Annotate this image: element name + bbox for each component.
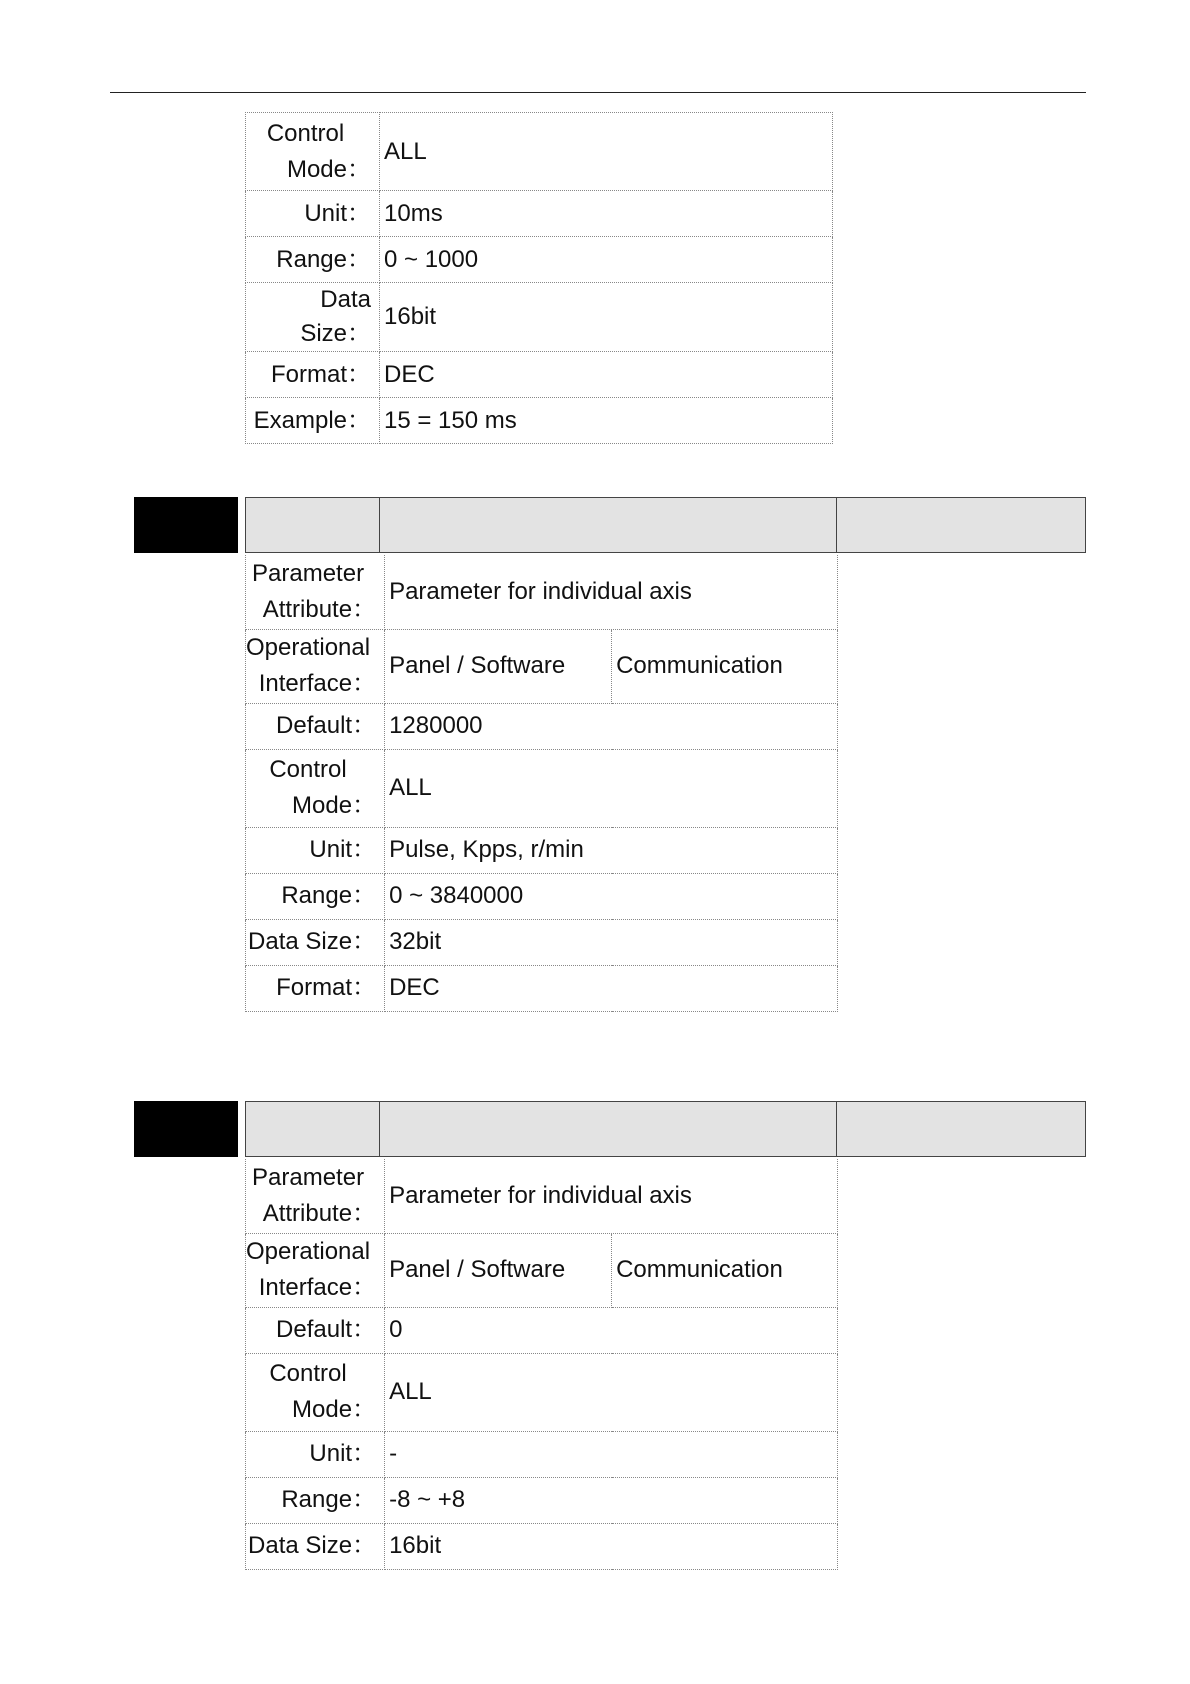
label-line: Mode： — [292, 1396, 377, 1423]
page-header-rule — [110, 92, 1086, 93]
param-table-continued — [245, 112, 833, 444]
param-header-cell — [245, 497, 380, 553]
example-label: Example： — [246, 398, 380, 444]
data-size-value: 16bit — [380, 283, 833, 352]
table-row — [246, 965, 838, 1011]
table-row — [246, 919, 838, 965]
data-size-value: 32bit — [385, 919, 838, 965]
table-row — [246, 191, 833, 237]
table-row — [246, 237, 833, 283]
param-header-cell — [837, 1101, 1086, 1157]
interface-panel-software: Panel / Software — [385, 629, 612, 703]
table-row — [246, 113, 833, 191]
control-mode-value: ALL — [380, 113, 833, 191]
control-mode-value: ALL — [385, 749, 838, 827]
table-row — [246, 1353, 838, 1431]
default-label: Default： — [246, 703, 385, 749]
table-row — [246, 398, 833, 444]
example-value: 15 = 150 ms — [380, 398, 833, 444]
parameter-attribute-label — [246, 555, 385, 629]
range-value: 0 ~ 3840000 — [385, 873, 838, 919]
param-table — [245, 1159, 838, 1570]
data-size-label: Data Size： — [246, 283, 380, 352]
param-header-cell — [380, 1101, 837, 1157]
label-line: Attribute： — [262, 595, 377, 623]
param-header — [134, 1101, 1086, 1157]
unit-label: Unit： — [246, 191, 380, 237]
param-header-cell — [245, 1101, 380, 1157]
table-row — [246, 1159, 838, 1233]
table-row — [246, 749, 838, 827]
range-label: Range： — [246, 1477, 385, 1523]
table-row — [246, 703, 838, 749]
label-line: Control — [269, 756, 347, 783]
table-row — [246, 1523, 838, 1569]
unit-value: Pulse, Kpps, r/min — [385, 827, 838, 873]
range-value: 0 ~ 1000 — [380, 237, 833, 283]
range-label: Range： — [246, 873, 385, 919]
table-row — [246, 352, 833, 398]
data-size-label: Data Size： — [246, 919, 385, 965]
table-row — [246, 827, 838, 873]
table-row — [246, 1431, 838, 1477]
data-size-value: 16bit — [385, 1523, 838, 1569]
label-line: Interface： — [258, 1274, 377, 1301]
format-value: DEC — [380, 352, 833, 398]
unit-value: 10ms — [380, 191, 833, 237]
table-row — [246, 629, 838, 703]
unit-label: Unit： — [246, 827, 385, 873]
label-line: Attribute： — [262, 1199, 377, 1227]
interface-panel-software: Panel / Software — [385, 1233, 612, 1307]
parameter-attribute-value: Parameter for individual axis — [385, 555, 838, 629]
interface-communication: Communication — [612, 1233, 838, 1307]
param-code-box — [134, 1101, 238, 1157]
label-line: Operational — [246, 634, 371, 661]
unit-value: - — [385, 1431, 838, 1477]
label-line: Control — [269, 1360, 347, 1387]
parameter-attribute-label — [246, 1159, 385, 1233]
table-row — [246, 1233, 838, 1307]
label-line: Interface： — [258, 670, 377, 697]
label-line: Operational — [246, 1238, 371, 1265]
param-header-cell — [837, 497, 1086, 553]
param-code-box — [134, 497, 238, 553]
label-line: Parameter — [252, 1163, 365, 1191]
range-label: Range： — [246, 237, 380, 283]
table-row — [246, 873, 838, 919]
default-value: 0 — [385, 1307, 838, 1353]
control-mode-label — [246, 749, 385, 827]
control-mode-value: ALL — [385, 1353, 838, 1431]
param-table — [245, 555, 838, 1012]
table-row — [246, 283, 833, 352]
interface-communication: Communication — [612, 629, 838, 703]
param-header — [134, 497, 1086, 553]
table-row — [246, 555, 838, 629]
label-line: Mode： — [292, 792, 377, 819]
data-size-label: Data Size： — [246, 1523, 385, 1569]
unit-label: Unit： — [246, 1431, 385, 1477]
table-row — [246, 1307, 838, 1353]
format-value: DEC — [385, 965, 838, 1011]
default-value: 1280000 — [385, 703, 838, 749]
label-line: Parameter — [252, 559, 365, 587]
parameter-attribute-value: Parameter for individual axis — [385, 1159, 838, 1233]
control-mode-label — [246, 113, 380, 191]
param-header-cell — [380, 497, 837, 553]
format-label: Format： — [246, 352, 380, 398]
label-line: Control — [266, 119, 345, 147]
format-label: Format： — [246, 965, 385, 1011]
operational-interface-label — [246, 629, 385, 703]
operational-interface-label — [246, 1233, 385, 1307]
control-mode-label — [246, 1353, 385, 1431]
table-row — [246, 1477, 838, 1523]
range-value: -8 ~ +8 — [385, 1477, 838, 1523]
default-label: Default： — [246, 1307, 385, 1353]
label-line: Mode： — [286, 155, 371, 183]
